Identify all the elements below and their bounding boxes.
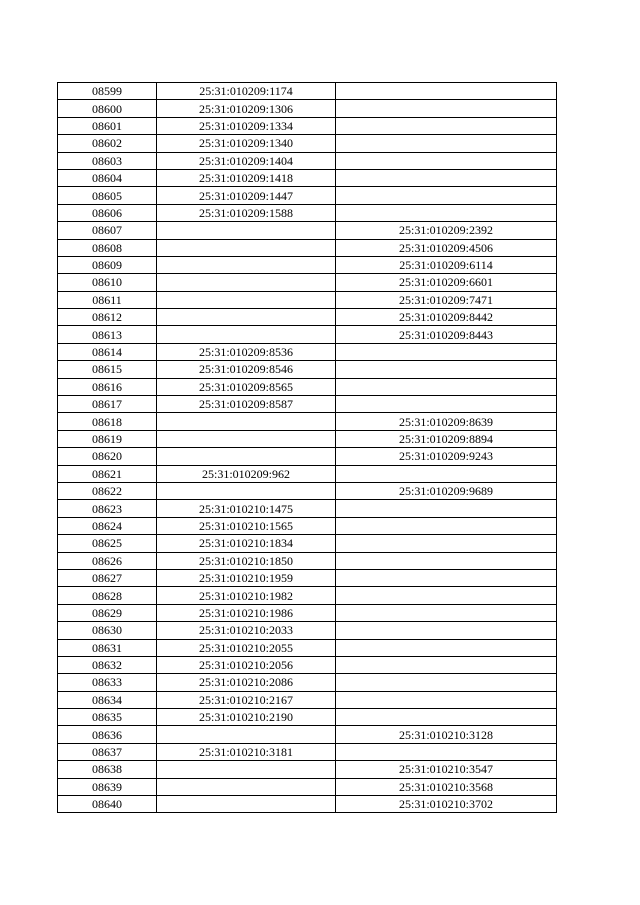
cadastral-number-cell-a (157, 239, 336, 256)
table-row (58, 709, 557, 726)
table-row (58, 187, 557, 204)
cadastral-number-cell-a: 25:31:010210:2190 (157, 709, 336, 726)
table-row (58, 448, 557, 465)
table-row (58, 726, 557, 743)
cadastral-number-cell-a (157, 430, 336, 447)
row-number-cell: 08603 (58, 152, 157, 169)
cadastral-number-cell-b (336, 117, 557, 134)
cadastral-number-cell-b: 25:31:010209:4506 (336, 239, 557, 256)
cadastral-number-cell-a (157, 222, 336, 239)
cadastral-number-cell-b: 25:31:010209:8443 (336, 326, 557, 343)
cadastral-number-cell-b (336, 152, 557, 169)
cadastral-number-cell-a: 25:31:010210:1565 (157, 517, 336, 534)
row-number-cell: 08618 (58, 413, 157, 430)
row-number-cell: 08601 (58, 117, 157, 134)
cadastral-number-cell-a: 25:31:010209:1404 (157, 152, 336, 169)
row-number-cell: 08633 (58, 674, 157, 691)
table-row (58, 482, 557, 499)
table-row (58, 378, 557, 395)
table-row (58, 326, 557, 343)
cadastral-number-cell-b (336, 378, 557, 395)
cadastral-number-cell-b (336, 691, 557, 708)
cadastral-number-cell-a: 25:31:010209:962 (157, 465, 336, 482)
cadastral-number-cell-b: 25:31:010209:6114 (336, 256, 557, 273)
cadastral-number-cell-b (336, 622, 557, 639)
cadastral-number-cell-b (336, 674, 557, 691)
row-number-cell: 08628 (58, 587, 157, 604)
cadastral-number-cell-a: 25:31:010210:2056 (157, 656, 336, 673)
table-row (58, 204, 557, 221)
cadastral-number-cell-a (157, 413, 336, 430)
row-number-cell: 08625 (58, 535, 157, 552)
row-number-cell: 08606 (58, 204, 157, 221)
row-number-cell: 08626 (58, 552, 157, 569)
table-row (58, 83, 557, 100)
row-number-cell: 08621 (58, 465, 157, 482)
row-number-cell: 08617 (58, 396, 157, 413)
cadastral-number-cell-a (157, 482, 336, 499)
table-row (58, 100, 557, 117)
table-row (58, 135, 557, 152)
table-row (58, 778, 557, 795)
cadastral-number-cell-b (336, 465, 557, 482)
table-row (58, 256, 557, 273)
cadastral-number-cell-b (336, 517, 557, 534)
table-row (58, 761, 557, 778)
cadastral-number-cell-b: 25:31:010209:9243 (336, 448, 557, 465)
cadastral-number-cell-b (336, 535, 557, 552)
cadastral-number-cell-a: 25:31:010209:8536 (157, 343, 336, 360)
table-row (58, 604, 557, 621)
row-number-cell: 08600 (58, 100, 157, 117)
table-row (58, 169, 557, 186)
row-number-cell: 08631 (58, 639, 157, 656)
cadastral-number-cell-a: 25:31:010209:8587 (157, 396, 336, 413)
cadastral-number-cell-b (336, 656, 557, 673)
cadastral-number-cell-a (157, 726, 336, 743)
cadastral-number-cell-b (336, 709, 557, 726)
row-number-cell: 08622 (58, 482, 157, 499)
cadastral-number-cell-a (157, 778, 336, 795)
cadastral-number-cell-b (336, 604, 557, 621)
cadastral-number-cell-b: 25:31:010209:7471 (336, 291, 557, 308)
row-number-cell: 08629 (58, 604, 157, 621)
cadastral-number-cell-b (336, 83, 557, 100)
cadastral-number-cell-a: 25:31:010210:1475 (157, 500, 336, 517)
cadastral-number-cell-b: 25:31:010209:2392 (336, 222, 557, 239)
row-number-cell: 08608 (58, 239, 157, 256)
cadastral-number-cell-a (157, 761, 336, 778)
cadastral-number-cell-a (157, 326, 336, 343)
cadastral-number-cell-b: 25:31:010210:3547 (336, 761, 557, 778)
row-number-cell: 08635 (58, 709, 157, 726)
table-row (58, 500, 557, 517)
row-number-cell: 08607 (58, 222, 157, 239)
cadastral-number-cell-b: 25:31:010209:8442 (336, 309, 557, 326)
row-number-cell: 08599 (58, 83, 157, 100)
table-row (58, 343, 557, 360)
row-number-cell: 08613 (58, 326, 157, 343)
cadastral-number-cell-b (336, 500, 557, 517)
cadastral-number-cell-a: 25:31:010209:1447 (157, 187, 336, 204)
cadastral-number-cell-b (336, 361, 557, 378)
table-row (58, 587, 557, 604)
row-number-cell: 08624 (58, 517, 157, 534)
row-number-cell: 08636 (58, 726, 157, 743)
cadastral-number-cell-a (157, 796, 336, 813)
cadastral-number-cell-a: 25:31:010209:1588 (157, 204, 336, 221)
cadastral-number-cell-a (157, 448, 336, 465)
table-row (58, 639, 557, 656)
table-row (58, 656, 557, 673)
cadastral-number-cell-a: 25:31:010210:1959 (157, 569, 336, 586)
row-number-cell: 08610 (58, 274, 157, 291)
cadastral-number-cell-a: 25:31:010210:2086 (157, 674, 336, 691)
cadastral-number-cell-a: 25:31:010209:8546 (157, 361, 336, 378)
table-row (58, 413, 557, 430)
table-row (58, 743, 557, 760)
cadastral-number-cell-b: 25:31:010210:3702 (336, 796, 557, 813)
table-row (58, 309, 557, 326)
cadastral-number-cell-a: 25:31:010210:3181 (157, 743, 336, 760)
row-number-cell: 08627 (58, 569, 157, 586)
cadastral-number-cell-a: 25:31:010210:2055 (157, 639, 336, 656)
cadastral-number-cell-a: 25:31:010209:8565 (157, 378, 336, 395)
cadastral-number-cell-a (157, 291, 336, 308)
table-row (58, 152, 557, 169)
row-number-cell: 08619 (58, 430, 157, 447)
table-row (58, 796, 557, 813)
row-number-cell: 08623 (58, 500, 157, 517)
row-number-cell: 08637 (58, 743, 157, 760)
cadastral-number-cell-a: 25:31:010209:1340 (157, 135, 336, 152)
table-row (58, 552, 557, 569)
table-row (58, 396, 557, 413)
cadastral-number-cell-b: 25:31:010209:9689 (336, 482, 557, 499)
cadastral-number-cell-a: 25:31:010209:1418 (157, 169, 336, 186)
cadastral-number-cell-b (336, 343, 557, 360)
row-number-cell: 08612 (58, 309, 157, 326)
row-number-cell: 08604 (58, 169, 157, 186)
row-number-cell: 08615 (58, 361, 157, 378)
row-number-cell: 08634 (58, 691, 157, 708)
table-row (58, 239, 557, 256)
cadastral-number-cell-a: 25:31:010210:1986 (157, 604, 336, 621)
table-row (58, 622, 557, 639)
table-row (58, 222, 557, 239)
table-row (58, 274, 557, 291)
cadastral-number-cell-b (336, 743, 557, 760)
row-number-cell: 08609 (58, 256, 157, 273)
cadastral-number-cell-a: 25:31:010209:1334 (157, 117, 336, 134)
table-row (58, 430, 557, 447)
table-row (58, 517, 557, 534)
registry-table (57, 82, 557, 813)
cadastral-number-cell-a: 25:31:010209:1306 (157, 100, 336, 117)
table-row (58, 465, 557, 482)
cadastral-number-cell-a (157, 256, 336, 273)
registry-table-body (58, 83, 557, 813)
table-row (58, 291, 557, 308)
cadastral-number-cell-b: 25:31:010210:3128 (336, 726, 557, 743)
table-row (58, 535, 557, 552)
cadastral-number-cell-b (336, 135, 557, 152)
row-number-cell: 08638 (58, 761, 157, 778)
row-number-cell: 08632 (58, 656, 157, 673)
cadastral-number-cell-a: 25:31:010210:2167 (157, 691, 336, 708)
row-number-cell: 08630 (58, 622, 157, 639)
cadastral-number-cell-b (336, 552, 557, 569)
table-row (58, 674, 557, 691)
cadastral-number-cell-b (336, 169, 557, 186)
cadastral-number-cell-b (336, 587, 557, 604)
cadastral-number-cell-a: 25:31:010210:2033 (157, 622, 336, 639)
row-number-cell: 08611 (58, 291, 157, 308)
cadastral-number-cell-a: 25:31:010210:1850 (157, 552, 336, 569)
row-number-cell: 08605 (58, 187, 157, 204)
table-row (58, 569, 557, 586)
cadastral-number-cell-b (336, 569, 557, 586)
cadastral-number-cell-b (336, 100, 557, 117)
row-number-cell: 08639 (58, 778, 157, 795)
cadastral-number-cell-b: 25:31:010209:8894 (336, 430, 557, 447)
cadastral-number-cell-a: 25:31:010210:1834 (157, 535, 336, 552)
cadastral-number-cell-b: 25:31:010209:8639 (336, 413, 557, 430)
row-number-cell: 08614 (58, 343, 157, 360)
row-number-cell: 08616 (58, 378, 157, 395)
cadastral-number-cell-b (336, 396, 557, 413)
cadastral-number-cell-b (336, 204, 557, 221)
table-row (58, 117, 557, 134)
cadastral-number-cell-a: 25:31:010209:1174 (157, 83, 336, 100)
row-number-cell: 08620 (58, 448, 157, 465)
cadastral-number-cell-b: 25:31:010209:6601 (336, 274, 557, 291)
cadastral-number-cell-b (336, 187, 557, 204)
cadastral-number-cell-b (336, 639, 557, 656)
row-number-cell: 08640 (58, 796, 157, 813)
cadastral-number-cell-a: 25:31:010210:1982 (157, 587, 336, 604)
cadastral-number-cell-a (157, 274, 336, 291)
table-row (58, 691, 557, 708)
cadastral-number-cell-a (157, 309, 336, 326)
row-number-cell: 08602 (58, 135, 157, 152)
table-row (58, 361, 557, 378)
cadastral-number-cell-b: 25:31:010210:3568 (336, 778, 557, 795)
